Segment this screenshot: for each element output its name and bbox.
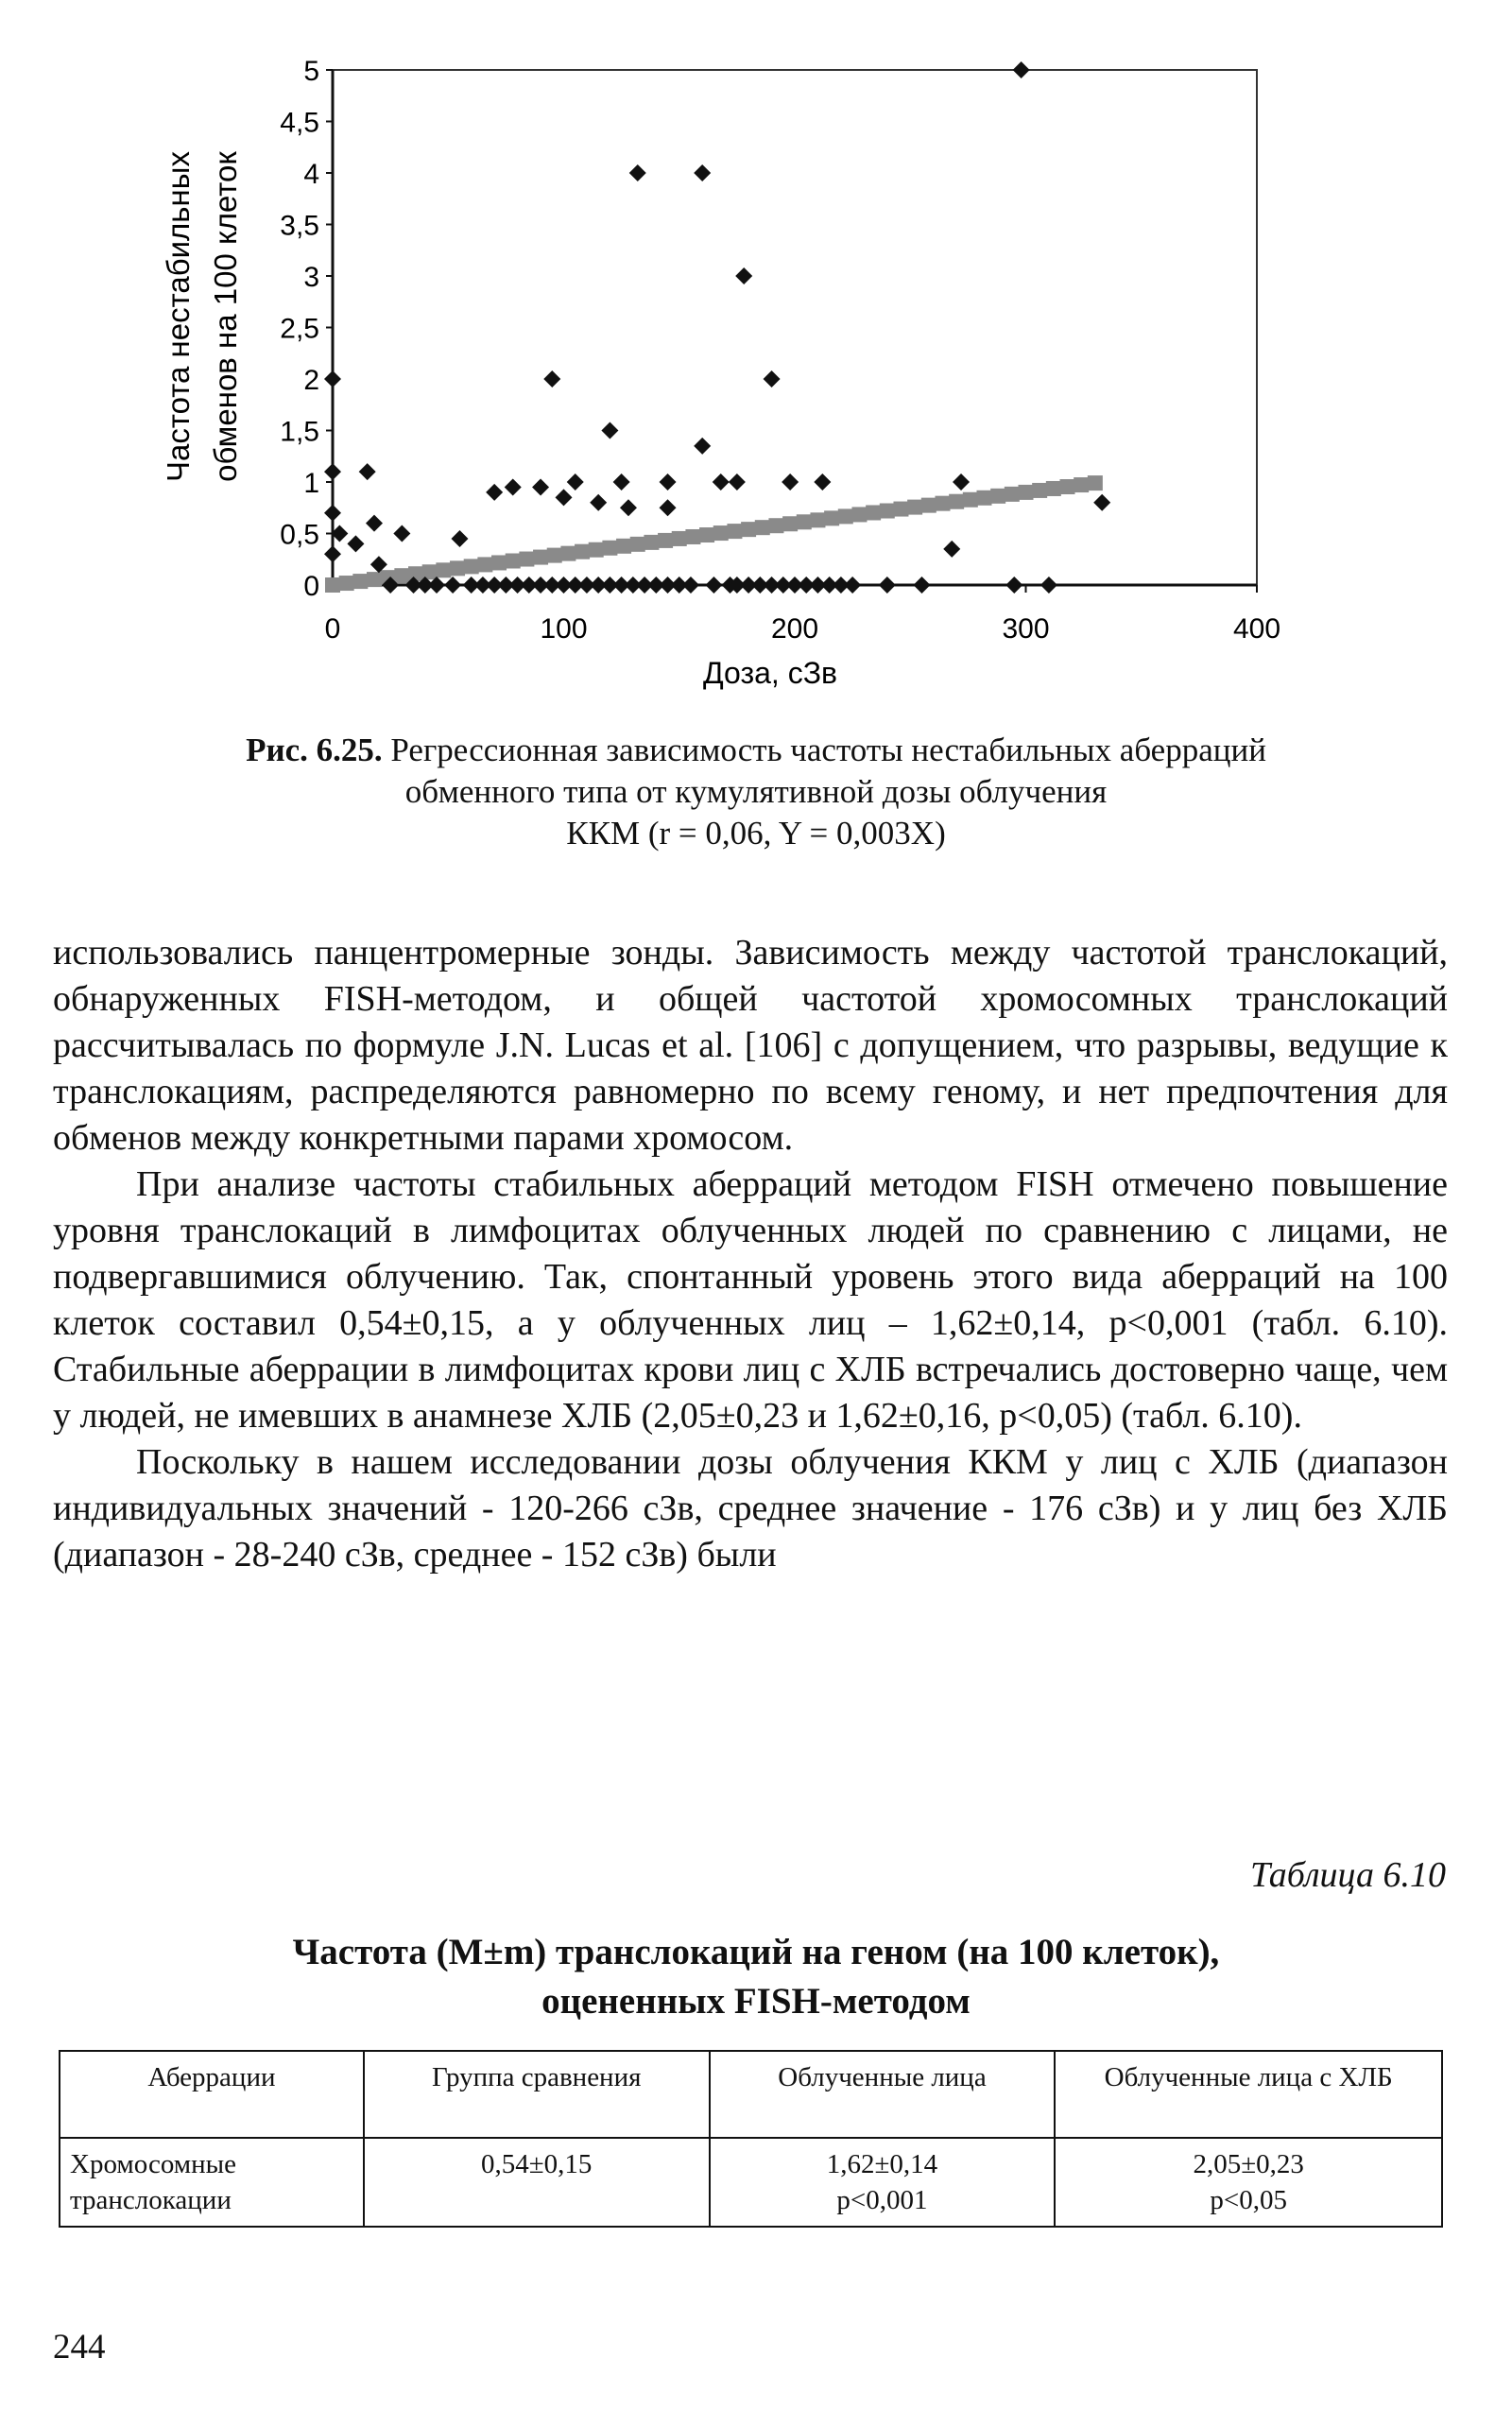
y-axis-label-line-1: Частота нестабильных [161, 151, 196, 482]
y-tick-label: 2,5 [280, 313, 319, 345]
caption-line-1: Регрессионная зависимость частоты нестабильных аберраций [390, 732, 1266, 768]
regression-point [755, 520, 770, 535]
data-point [694, 164, 711, 181]
caption-line-2: обменного типа от кумулятивной дозы облучения [404, 773, 1108, 810]
data-point [705, 577, 722, 594]
regression-point [1032, 483, 1047, 498]
data-point [532, 478, 549, 495]
regression-point [824, 510, 839, 525]
cell-clb [1055, 2138, 1442, 2227]
regression-point [1060, 479, 1075, 494]
data-point [844, 577, 861, 594]
cell-control: 0,54±0,15 [364, 2138, 710, 2227]
data-point [1013, 61, 1030, 78]
data-point [1005, 577, 1022, 594]
regression-point [1046, 481, 1061, 496]
header-control-group: Группа сравнения [364, 2051, 710, 2138]
y-tick-label: 5 [303, 56, 319, 87]
regression-point [949, 494, 964, 509]
x-tick-label: 300 [1002, 613, 1050, 645]
x-tick-label: 200 [770, 613, 819, 645]
body-text [53, 930, 1448, 1578]
regression-point [1019, 485, 1034, 500]
regression-point [630, 537, 645, 552]
table-title-line-2: оцененных FISH-методом [541, 1981, 971, 2022]
data-point [953, 473, 970, 491]
caption-line-3: ККМ (r = 0,06, Y = 0,003X) [566, 815, 946, 852]
table-title-line-1: Частота (M±m) транслокаций на геном (на 100 клеток), [292, 1932, 1220, 1972]
y-tick-label: 0,5 [280, 519, 319, 551]
data-point [694, 438, 711, 455]
data-point [567, 473, 584, 491]
paragraph-1: использовались панцентромерные зонды. Зависимость между частотой транслокаций, обнаруженных FISH-методом, и общей частотой хромосомных транслокаций рассчитывалась по формуле J.N. Lucas et al. [106] с допущением, что разрывы, ведущие к транслокациям, распределяются равномерно по всему геному, и нет предпочтения для обменов между конкретными парами хромосом. [53, 933, 1448, 1158]
regression-point [768, 518, 783, 533]
data-point [620, 499, 637, 516]
data-point [324, 505, 341, 522]
regression-point [519, 552, 534, 567]
y-tick-label: 4 [303, 159, 319, 190]
regression-point [672, 531, 687, 546]
cell-irradiated-p: p<0,001 [836, 2185, 928, 2215]
regression-point [367, 572, 382, 587]
data-point [556, 489, 573, 506]
data-point [1093, 494, 1110, 511]
regression-point [394, 568, 409, 583]
regression-point [491, 555, 507, 570]
regression-point [782, 516, 798, 531]
data-point [764, 370, 781, 387]
data-point [660, 499, 677, 516]
regression-point [464, 559, 479, 574]
regression-point [963, 492, 978, 508]
regression-series [325, 475, 1103, 593]
cell-irradiated [710, 2138, 1056, 2227]
cell-clb-p: p<0,05 [1210, 2185, 1287, 2215]
data-point [629, 164, 646, 181]
regression-point [325, 577, 340, 593]
data-point [613, 473, 630, 491]
y-tick-label: 3,5 [280, 210, 319, 242]
x-tick-label: 0 [324, 613, 341, 645]
x-axis-label: Доза, сЗв [702, 656, 838, 690]
data-point [713, 473, 730, 491]
regression-point [713, 525, 729, 541]
regression-point [1074, 477, 1089, 492]
regression-point [339, 576, 354, 591]
data-point [879, 577, 896, 594]
data-point [366, 515, 383, 532]
scatter-chart [0, 0, 1512, 718]
regression-point [589, 542, 604, 558]
regression-point [352, 574, 368, 589]
data-point [324, 545, 341, 562]
regression-point [477, 557, 492, 572]
x-tick-label: 100 [540, 613, 588, 645]
regression-point [727, 524, 742, 539]
figure-caption [76, 730, 1436, 854]
table-header-row [60, 2051, 1442, 2138]
cell-aberration-name: Хромосомные транслокации [60, 2138, 364, 2227]
data-point [393, 525, 410, 542]
regression-point [1005, 487, 1020, 502]
x-axis-ticks [325, 585, 1280, 645]
regression-point [560, 546, 576, 561]
results-table [59, 2050, 1443, 2228]
regression-point [506, 553, 521, 568]
data-point [590, 494, 607, 511]
regression-point [450, 560, 465, 576]
data-point [486, 484, 503, 501]
regression-point [851, 507, 867, 522]
header-aberrations: Аберрации [60, 2051, 364, 2138]
data-point [943, 541, 960, 558]
regression-point [602, 541, 617, 556]
cell-clb-value: 2,05±0,23 [1193, 2149, 1304, 2179]
plot-area [333, 70, 1257, 585]
data-point [444, 577, 461, 594]
data-point [505, 478, 522, 495]
regression-point [644, 535, 659, 550]
data-point [451, 530, 468, 547]
regression-point [1088, 475, 1103, 491]
regression-point [699, 527, 714, 542]
regression-point [533, 550, 548, 565]
table-row [60, 2138, 1442, 2227]
y-tick-label: 4,5 [280, 107, 319, 139]
regression-point [838, 508, 853, 524]
data-point [359, 463, 376, 480]
regression-point [893, 502, 908, 517]
header-irradiated-clb: Облученные лица с ХЛБ [1055, 2051, 1442, 2138]
regression-point [880, 504, 895, 519]
y-axis-label-line-2: обменов на 100 клеток [208, 151, 243, 482]
header-irradiated: Облученные лица [710, 2051, 1056, 2138]
y-tick-label: 3 [303, 262, 319, 293]
y-tick-label: 0 [303, 571, 319, 602]
data-point [324, 370, 341, 387]
regression-point [921, 498, 936, 513]
x-tick-label: 400 [1232, 613, 1281, 645]
data-point [543, 370, 560, 387]
data-point [814, 473, 831, 491]
regression-point [810, 512, 825, 527]
paragraph-2: При анализе частоты стабильных аберраций методом FISH отмечено повышение уровня транслокаций в лимфоцитах облученных людей по сравнению с лицами, не подвергавшимися облучению. Так, спонтанный уровень этого вида аберраций на 100 клеток составил 0,54±0,15, а у облученных лиц – 1,62±0,14, p<0,001 (табл. 6.10). Стабильные аберрации в лимфоцитах крови лиц с ХЛБ встречались достоверно чаще, чем у людей, не имевших в анамнезе ХЛБ (2,05±0,23 и 1,62±0,16, p<0,05) (табл. 6.10). [53, 1164, 1448, 1436]
data-point [735, 267, 752, 284]
regression-point [935, 496, 950, 511]
y-axis-ticks [280, 56, 333, 602]
data-point [782, 473, 799, 491]
data-point [601, 422, 618, 439]
table-label: Таблица 6.10 [1250, 1855, 1446, 1895]
y-tick-label: 1,5 [280, 416, 319, 448]
regression-point [976, 491, 991, 506]
cell-irradiated-value: 1,62±0,14 [826, 2149, 938, 2179]
regression-point [547, 548, 562, 563]
data-point [729, 473, 746, 491]
observed-series [324, 61, 1110, 594]
regression-point [990, 489, 1005, 504]
regression-point [685, 529, 700, 544]
data-point [913, 577, 930, 594]
regression-point [797, 514, 812, 529]
data-point [1040, 577, 1057, 594]
paragraph-3: Поскольку в нашем исследовании дозы облучения ККМ у лиц с ХЛБ (диапазон индивидуальных значений - 120-266 сЗв, среднее значение - 176 сЗв) и у лиц без ХЛБ (диапазон - 28-240 сЗв, среднее - 152 сЗв) были [53, 1442, 1448, 1575]
data-point [682, 577, 699, 594]
regression-point [436, 562, 451, 577]
page-number: 244 [53, 2328, 106, 2367]
y-tick-label: 1 [303, 468, 319, 499]
regression-point [741, 522, 756, 537]
figure-label: Рис. 6.25. [246, 732, 383, 768]
regression-point [658, 533, 673, 548]
regression-point [866, 505, 881, 520]
regression-point [575, 544, 590, 559]
regression-point [616, 539, 631, 554]
table-title [76, 1928, 1436, 2026]
data-point [347, 535, 364, 552]
data-point [324, 463, 341, 480]
regression-point [907, 500, 922, 515]
y-tick-label: 2 [303, 365, 319, 396]
data-point [660, 473, 677, 491]
